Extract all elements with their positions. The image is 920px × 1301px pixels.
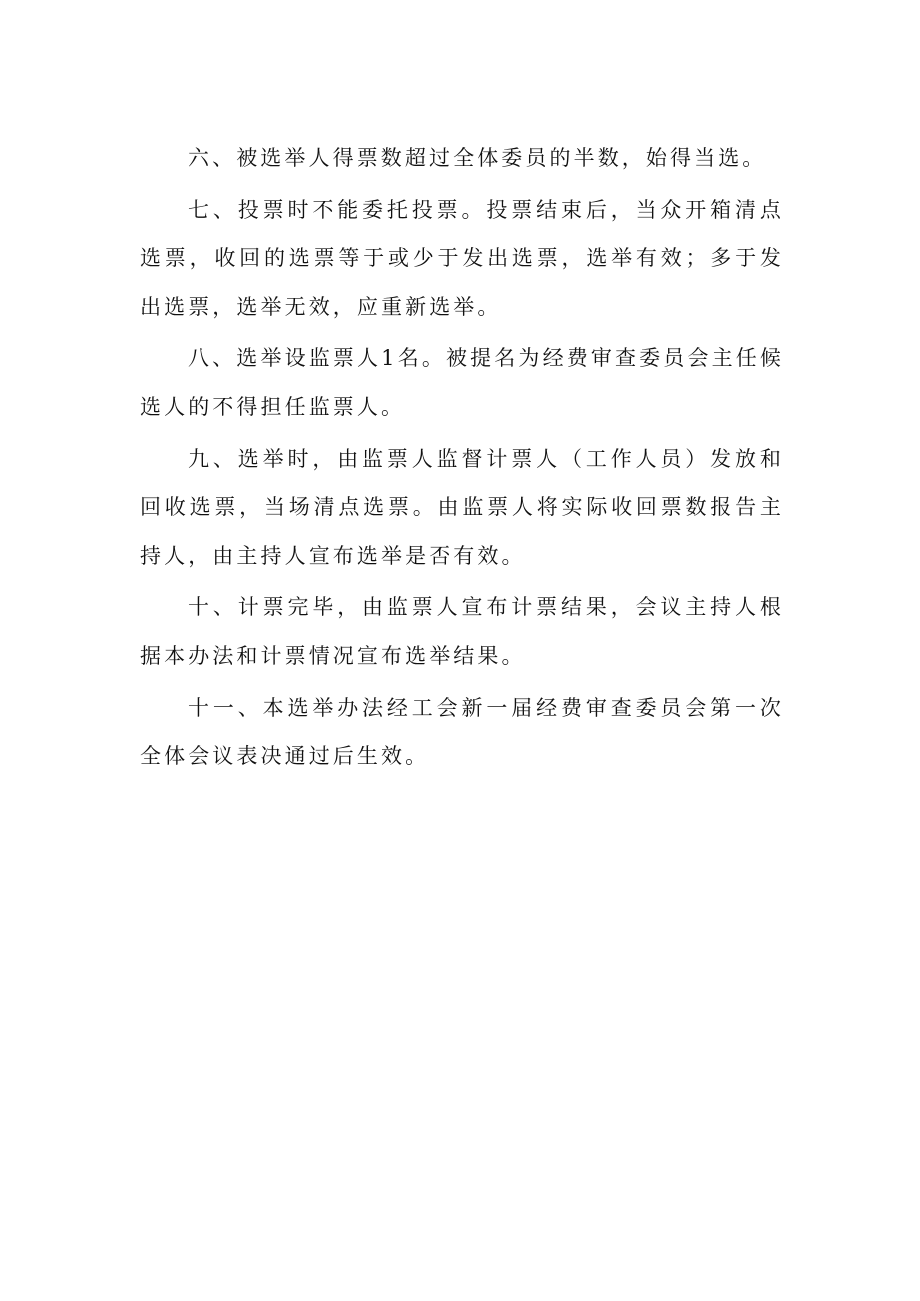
clause-6: 六、被选举人得票数超过全体委员的半数，始得当选。 xyxy=(188,146,767,170)
document-body xyxy=(140,134,784,784)
clause-8: 八、选举设监票人1名。被提名为经费审查委员会主任候选人的不得担任监票人。 xyxy=(140,346,784,419)
clause-7: 七、投票时不能委托投票。投票结束后，当众开箱清点选票，收回的选票等于或少于发出选票，选举有效；多于发出选票，选举无效，应重新选举。 xyxy=(140,197,784,319)
clause-10: 十、计票完毕，由监票人宣布计票结果，会议主持人根据本办法和计票情况宣布选举结果。 xyxy=(140,595,784,668)
clause-11: 十一、本选举办法经工会新一届经费审查委员会第一次全体会议表决通过后生效。 xyxy=(140,695,784,769)
clause-9: 九、选举时，由监票人监督计票人（工作人员）发放和回收选票，当场清点选票。由监票人将实际收回票数报告主持人，由主持人宣布选举是否有效。 xyxy=(140,446,784,568)
